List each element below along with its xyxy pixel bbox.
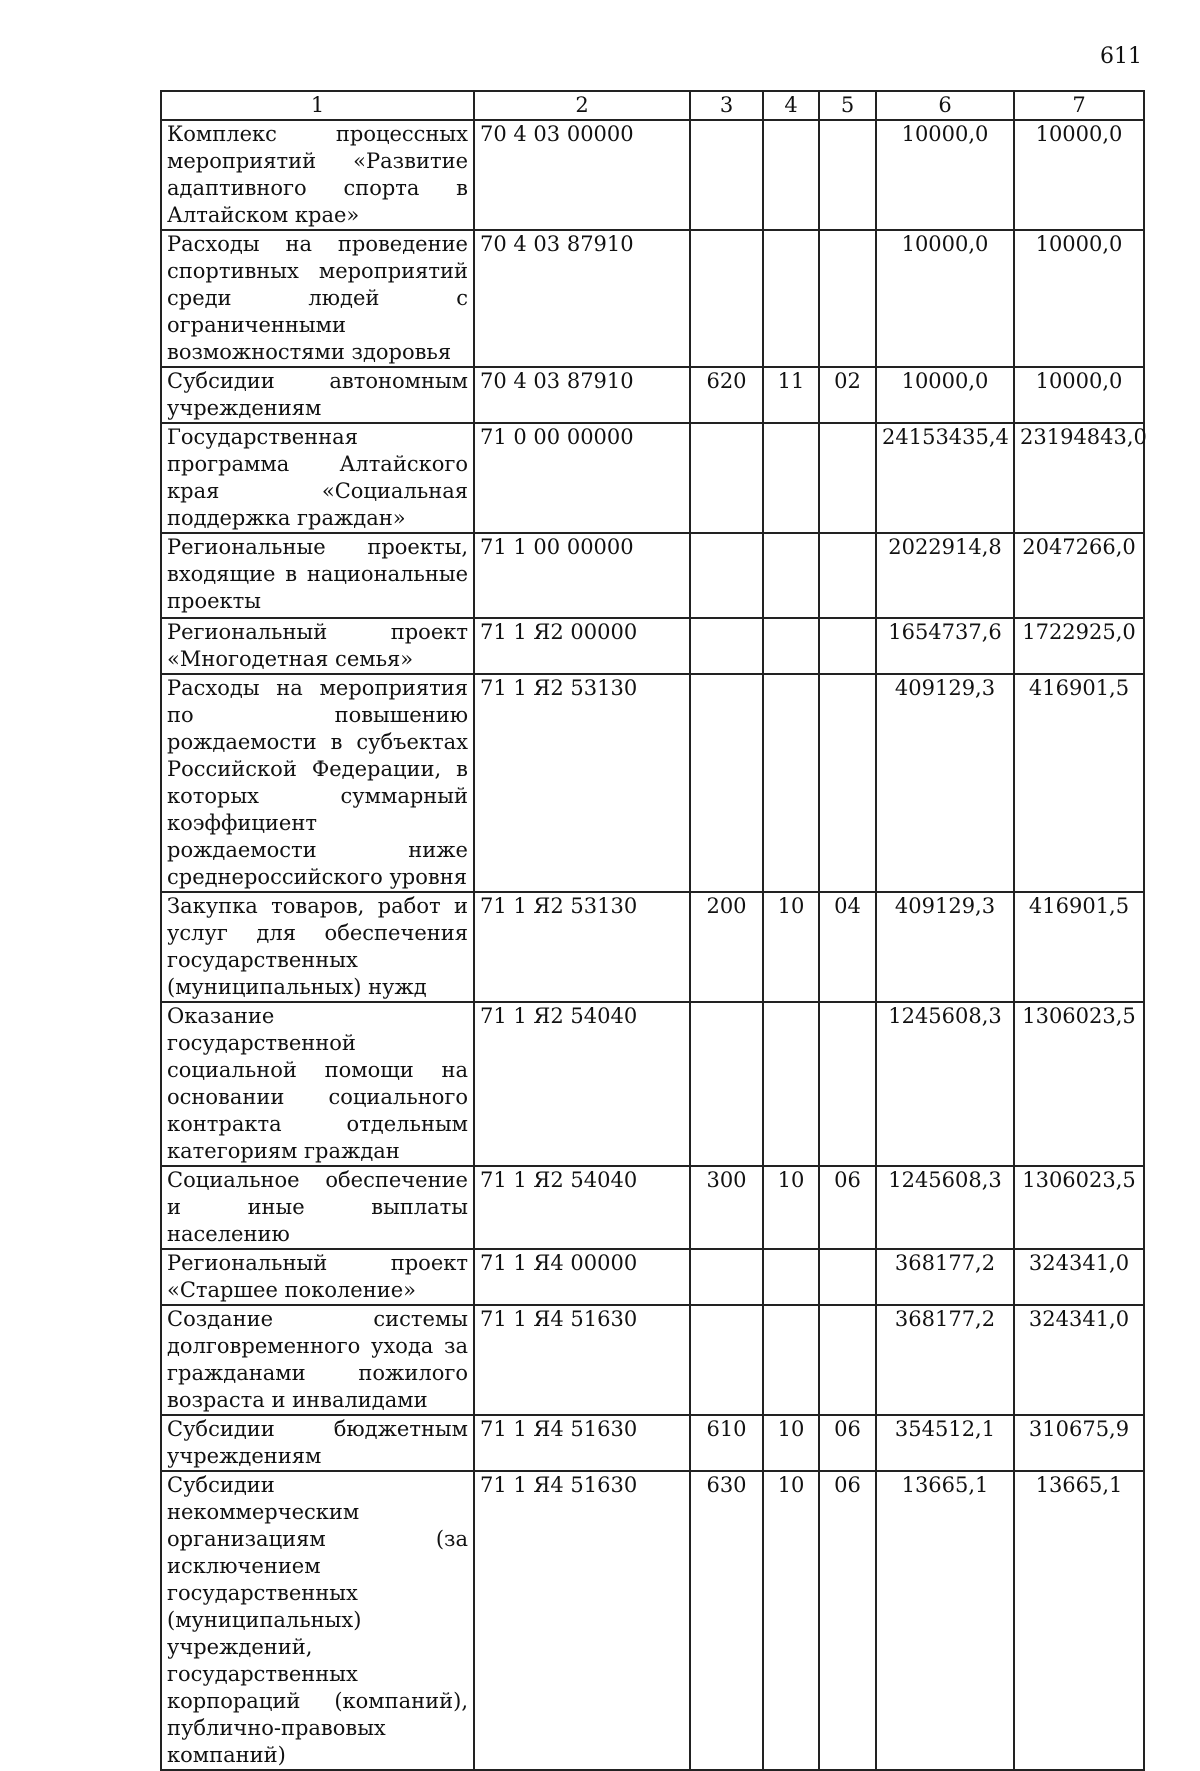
row-col-3: 620	[690, 367, 763, 423]
row-code: 71 1 Я4 51630	[474, 1471, 690, 1770]
row-value-6: 409129,3	[876, 892, 1014, 1002]
row-col-4: 11	[763, 367, 819, 423]
row-name: Региональный проект «Старшее поколение»	[161, 1249, 474, 1305]
row-col-3	[690, 423, 763, 533]
table-row	[161, 1249, 1144, 1305]
row-col-4: 10	[763, 1415, 819, 1471]
row-col-3	[690, 618, 763, 674]
row-col-5	[819, 618, 876, 674]
row-code: 71 1 Я4 51630	[474, 1415, 690, 1471]
row-value-7: 2047266,0	[1014, 533, 1144, 618]
row-col-5	[819, 533, 876, 618]
row-name: Расходы на проведение спортивных мероприятий среди людей с ограниченными возможностями здоровья	[161, 230, 474, 367]
row-code: 70 4 03 00000	[474, 120, 690, 230]
row-name: Субсидии автономным учреждениям	[161, 367, 474, 423]
row-value-6: 10000,0	[876, 120, 1014, 230]
row-value-7: 10000,0	[1014, 230, 1144, 367]
row-name: Социальное обеспечение и иные выплаты населению	[161, 1166, 474, 1249]
table-row	[161, 423, 1144, 533]
row-value-6: 10000,0	[876, 367, 1014, 423]
row-code: 71 1 Я2 54040	[474, 1002, 690, 1166]
column-header-7: 7	[1014, 91, 1144, 120]
row-col-5: 06	[819, 1166, 876, 1249]
column-header-3: 3	[690, 91, 763, 120]
column-header-5: 5	[819, 91, 876, 120]
row-value-7: 1722925,0	[1014, 618, 1144, 674]
row-col-5	[819, 120, 876, 230]
row-name: Региональный проект «Многодетная семья»	[161, 618, 474, 674]
row-col-5	[819, 674, 876, 892]
row-col-3	[690, 120, 763, 230]
column-header-6: 6	[876, 91, 1014, 120]
row-value-7: 324341,0	[1014, 1305, 1144, 1415]
row-name: Создание системы долговременного ухода за гражданами пожилого возраста и инвалидами	[161, 1305, 474, 1415]
row-value-6: 409129,3	[876, 674, 1014, 892]
row-value-6: 24153435,4	[876, 423, 1014, 533]
row-value-7: 10000,0	[1014, 120, 1144, 230]
row-col-4	[763, 674, 819, 892]
row-code: 70 4 03 87910	[474, 230, 690, 367]
row-col-3	[690, 533, 763, 618]
row-col-4	[763, 533, 819, 618]
column-header-4: 4	[763, 91, 819, 120]
row-name: Субсидии бюджетным учреждениям	[161, 1415, 474, 1471]
column-header-2: 2	[474, 91, 690, 120]
table-row	[161, 618, 1144, 674]
table-row	[161, 1002, 1144, 1166]
row-value-6: 354512,1	[876, 1415, 1014, 1471]
row-value-7: 310675,9	[1014, 1415, 1144, 1471]
row-col-5: 06	[819, 1471, 876, 1770]
row-value-7: 23194843,0	[1014, 423, 1144, 533]
table-row	[161, 533, 1144, 618]
row-name: Комплекс процессных мероприятий «Развитие адаптивного спорта в Алтайском крае»	[161, 120, 474, 230]
row-value-6: 1245608,3	[876, 1166, 1014, 1249]
row-col-5	[819, 1305, 876, 1415]
row-name: Региональные проекты, входящие в национальные проекты	[161, 533, 474, 618]
row-col-5	[819, 230, 876, 367]
row-code: 71 1 Я4 00000	[474, 1249, 690, 1305]
row-col-5	[819, 1249, 876, 1305]
table-header-row	[161, 91, 1144, 120]
budget-table	[160, 90, 1145, 1771]
table-row	[161, 892, 1144, 1002]
row-col-3	[690, 1305, 763, 1415]
row-col-4	[763, 1305, 819, 1415]
column-header-1: 1	[161, 91, 474, 120]
row-code: 71 1 00 00000	[474, 533, 690, 618]
row-value-7: 13665,1	[1014, 1471, 1144, 1770]
row-value-6: 13665,1	[876, 1471, 1014, 1770]
row-value-6: 368177,2	[876, 1305, 1014, 1415]
table-row	[161, 367, 1144, 423]
row-col-3	[690, 1249, 763, 1305]
row-col-4: 10	[763, 1471, 819, 1770]
row-name: Государственная программа Алтайского края «Социальная поддержка граждан»	[161, 423, 474, 533]
row-col-5: 06	[819, 1415, 876, 1471]
row-col-4	[763, 1249, 819, 1305]
row-col-3	[690, 674, 763, 892]
row-col-4	[763, 120, 819, 230]
row-col-5: 04	[819, 892, 876, 1002]
row-col-3	[690, 1002, 763, 1166]
row-value-6: 368177,2	[876, 1249, 1014, 1305]
row-value-7: 416901,5	[1014, 674, 1144, 892]
row-value-6: 2022914,8	[876, 533, 1014, 618]
row-col-3: 610	[690, 1415, 763, 1471]
row-value-7: 324341,0	[1014, 1249, 1144, 1305]
row-value-7: 1306023,5	[1014, 1002, 1144, 1166]
row-code: 71 1 Я2 00000	[474, 618, 690, 674]
row-col-3	[690, 230, 763, 367]
table-row	[161, 674, 1144, 892]
row-col-3: 300	[690, 1166, 763, 1249]
row-col-3: 630	[690, 1471, 763, 1770]
row-col-4	[763, 230, 819, 367]
table-row	[161, 1305, 1144, 1415]
row-col-5	[819, 1002, 876, 1166]
row-code: 71 1 Я2 53130	[474, 674, 690, 892]
row-name: Оказание государственной социальной помощи на основании социального контракта отдельным категориям граждан	[161, 1002, 474, 1166]
row-col-5: 02	[819, 367, 876, 423]
row-col-4	[763, 423, 819, 533]
row-code: 71 1 Я2 53130	[474, 892, 690, 1002]
row-code: 71 1 Я2 54040	[474, 1166, 690, 1249]
row-value-7: 1306023,5	[1014, 1166, 1144, 1249]
table-row	[161, 230, 1144, 367]
row-value-7: 416901,5	[1014, 892, 1144, 1002]
row-code: 71 1 Я4 51630	[474, 1305, 690, 1415]
row-col-4: 10	[763, 892, 819, 1002]
row-name: Закупка товаров, работ и услуг для обеспечения государственных (муниципальных) нужд	[161, 892, 474, 1002]
row-code: 70 4 03 87910	[474, 367, 690, 423]
table-row	[161, 120, 1144, 230]
row-code: 71 0 00 00000	[474, 423, 690, 533]
table-row	[161, 1471, 1144, 1770]
row-value-6: 10000,0	[876, 230, 1014, 367]
row-col-4	[763, 1002, 819, 1166]
row-col-4: 10	[763, 1166, 819, 1249]
row-col-4	[763, 618, 819, 674]
table-row	[161, 1166, 1144, 1249]
row-value-6: 1654737,6	[876, 618, 1014, 674]
table-row	[161, 1415, 1144, 1471]
row-name: Субсидии некоммерческим организациям (за исключением государственных (муниципальных) учреждений, государственных корпораций (компаний), публично-правовых компаний)	[161, 1471, 474, 1770]
row-value-7: 10000,0	[1014, 367, 1144, 423]
page-number: 611	[1100, 44, 1142, 69]
row-value-6: 1245608,3	[876, 1002, 1014, 1166]
row-col-5	[819, 423, 876, 533]
row-col-3: 200	[690, 892, 763, 1002]
row-name: Расходы на мероприятия по повышению рождаемости в субъектах Российской Федерации, в которых суммарный коэффициент рождаемости ниже среднероссийского уровня	[161, 674, 474, 892]
